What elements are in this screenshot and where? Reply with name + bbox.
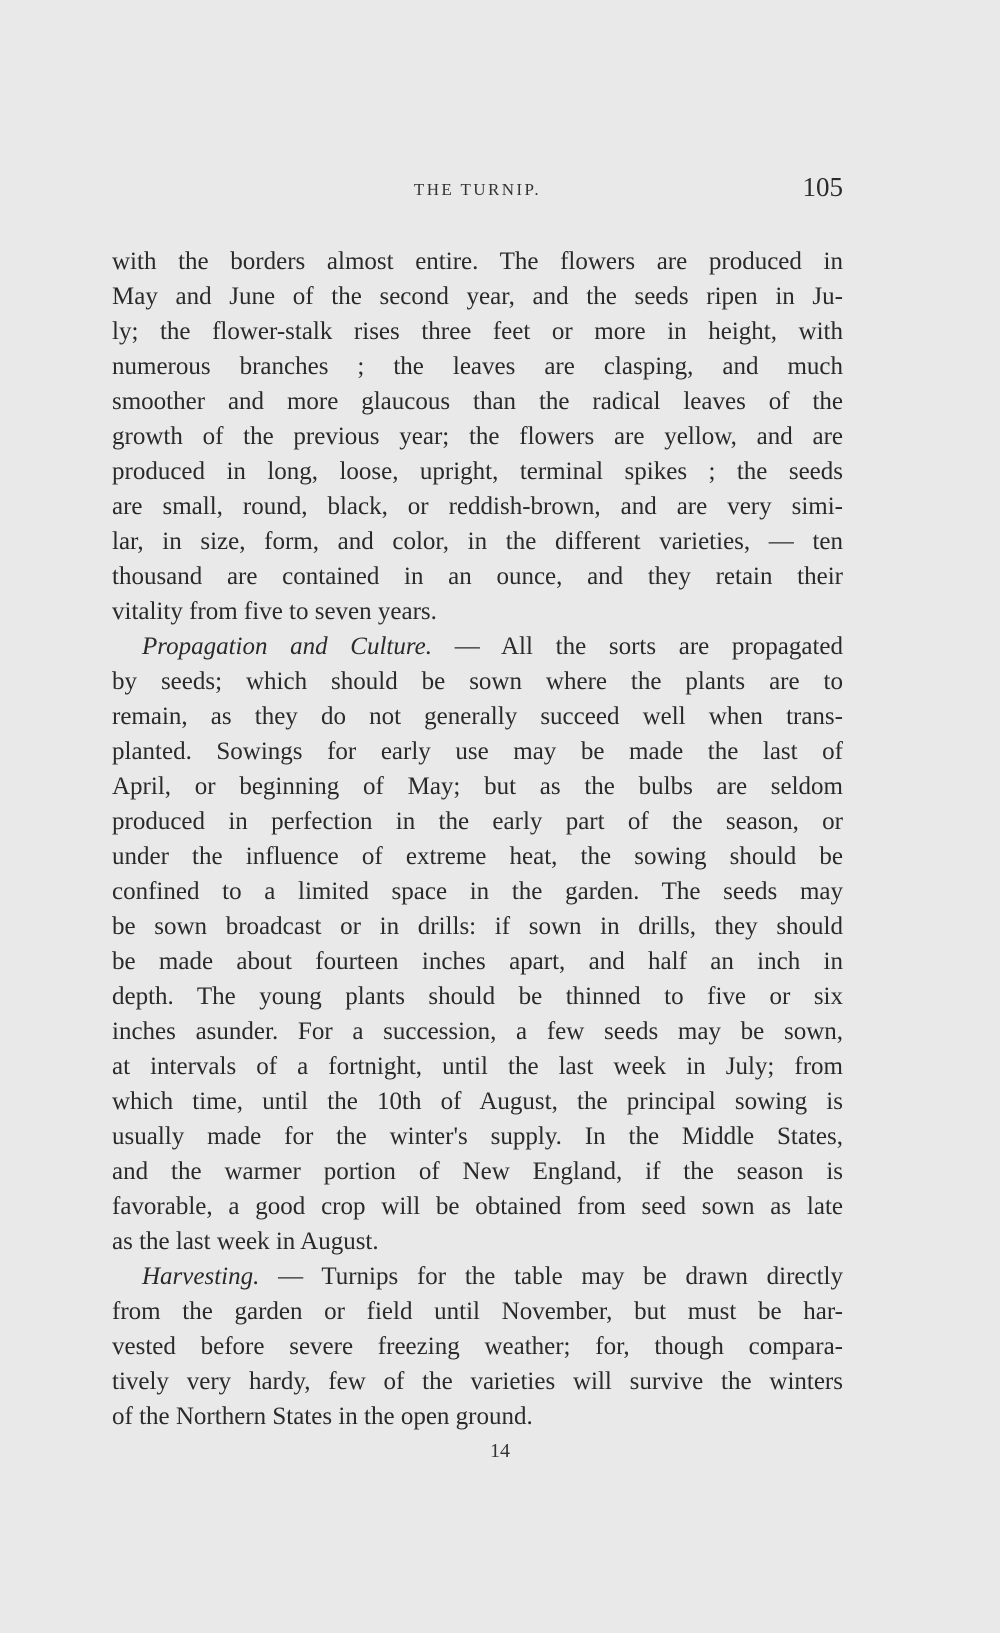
text-line: thousand are contained in an ounce, and they retain their bbox=[112, 563, 843, 590]
text-line: with the borders almost entire. The flowers are produced in bbox=[112, 248, 843, 275]
text-line: inches asunder. For a succession, a few seeds may be sown, bbox=[112, 1018, 843, 1045]
running-title: THE TURNIP. bbox=[413, 180, 542, 199]
section-heading-harvesting: Harvesting. bbox=[142, 1263, 260, 1290]
text-line: usually made for the winter's supply. In the Middle States, bbox=[112, 1123, 843, 1150]
text-line: May and June of the second year, and the seeds ripen in Ju- bbox=[112, 283, 843, 310]
section-heading-propagation: Propagation and Culture. bbox=[142, 633, 433, 660]
text-line-rest: — Turnips for the table may be drawn directly bbox=[259, 1263, 843, 1290]
text-line: vitality from five to seven years. bbox=[112, 598, 437, 625]
text-line: ly; the flower-stalk rises three feet or more in height, with bbox=[112, 318, 843, 345]
text-line: at intervals of a fortnight, until the last week in July; from bbox=[112, 1053, 843, 1080]
text-line bbox=[112, 1259, 843, 1294]
text-line bbox=[112, 629, 843, 664]
text-line: as the last week in August. bbox=[112, 1228, 379, 1255]
text-line: from the garden or field until November, but must be har- bbox=[112, 1298, 843, 1325]
paragraph-harvesting bbox=[112, 1259, 843, 1434]
body-text bbox=[112, 244, 843, 1434]
paragraph-propagation bbox=[112, 629, 843, 1259]
text-line: planted. Sowings for early use may be made the last of bbox=[112, 738, 843, 765]
text-line: vested before severe freezing weather; for, though compara- bbox=[112, 1333, 843, 1360]
text-line: are small, round, black, or reddish-brown, and are very simi- bbox=[112, 493, 843, 520]
text-line: be sown broadcast or in drills: if sown in drills, they should bbox=[112, 913, 843, 940]
running-head bbox=[112, 172, 843, 206]
text-line: remain, as they do not generally succeed well when trans- bbox=[112, 703, 843, 730]
text-line: which time, until the 10th of August, the principal sowing is bbox=[112, 1088, 843, 1115]
text-line: and the warmer portion of New England, if the season is bbox=[112, 1158, 843, 1185]
text-line: lar, in size, form, and color, in the different varieties, — ten bbox=[112, 528, 843, 555]
text-line: growth of the previous year; the flowers are yellow, and are bbox=[112, 423, 843, 450]
text-line: favorable, a good crop will be obtained from seed sown as late bbox=[112, 1193, 843, 1220]
text-line: produced in perfection in the early part of the season, or bbox=[112, 808, 843, 835]
text-line: smoother and more glaucous than the radical leaves of the bbox=[112, 388, 843, 415]
text-line-rest: — All the sorts are propagated bbox=[432, 633, 843, 660]
text-line: produced in long, loose, upright, terminal spikes ; the seeds bbox=[112, 458, 843, 485]
text-line: by seeds; which should be sown where the plants are to bbox=[112, 668, 843, 695]
text-line: depth. The young plants should be thinned to five or six bbox=[112, 983, 843, 1010]
text-line: tively very hardy, few of the varieties will survive the winters bbox=[112, 1368, 843, 1395]
text-line: April, or beginning of May; but as the bulbs are seldom bbox=[112, 773, 843, 800]
text-line: be made about fourteen inches apart, and half an inch in bbox=[112, 948, 843, 975]
text-line: numerous branches ; the leaves are clasping, and much bbox=[112, 353, 843, 380]
signature-mark: 14 bbox=[490, 1440, 510, 1462]
text-line: confined to a limited space in the garden. The seeds may bbox=[112, 878, 843, 905]
text-line: of the Northern States in the open ground. bbox=[112, 1403, 533, 1430]
text-line: under the influence of extreme heat, the sowing should be bbox=[112, 843, 843, 870]
paragraph-description bbox=[112, 244, 843, 629]
page-number: 105 bbox=[802, 172, 843, 202]
